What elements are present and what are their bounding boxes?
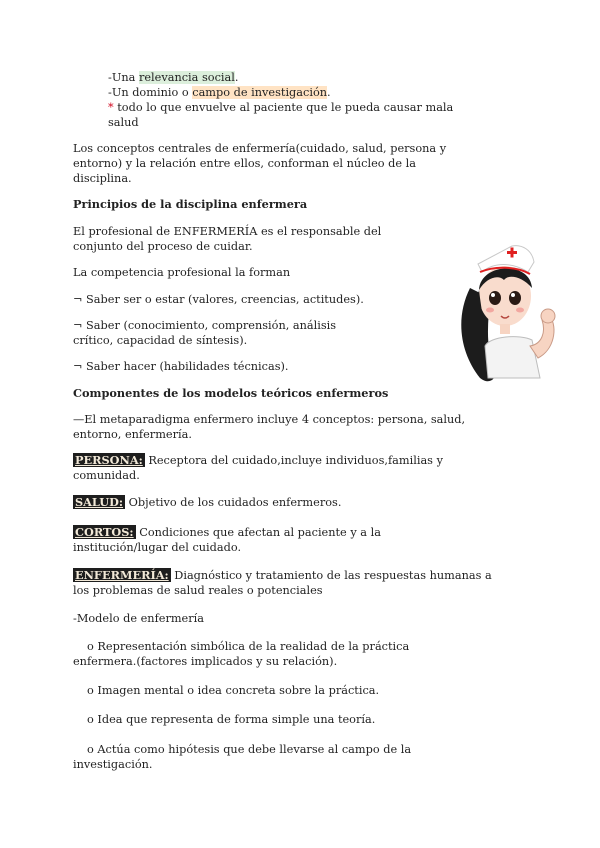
modelo-item-4-cont: investigación.: [73, 758, 153, 771]
highlight-relevancia: relevancia social: [138, 71, 235, 84]
persona-definition: PERSONA: Receptora del cuidado,incluye individuos,familias y: [75, 453, 443, 467]
principios-bullet-2: ¬ Saber (conocimiento, comprensión, análisis: [73, 319, 337, 332]
conceptos-line-1: Los conceptos centrales de enfermería(cuidado, salud, persona y: [73, 142, 447, 155]
cortos-tag: CORTOS:: [75, 525, 134, 539]
bullet-icon: ¬: [73, 319, 83, 332]
persona-definition-cont: comunidad.: [73, 469, 140, 482]
principios-p2: La competencia profesional la forman: [73, 266, 291, 279]
salud-tag: SALUD:: [75, 495, 124, 509]
intro-item-3: * todo lo que envuelve al paciente que le pueda causar mala: [108, 101, 454, 114]
intro-item-2: -Un dominio o campo de investigación.: [108, 86, 331, 99]
nurse-illustration: [450, 228, 560, 388]
metaparadigma-line-1: —El metaparadigma enfermero incluye 4 conceptos: persona, salud,: [73, 413, 466, 426]
principios-bullet-2-cont: crítico, capacidad de síntesis).: [73, 334, 248, 347]
bullet-icon: ¬: [73, 360, 83, 373]
modelo-item-4: o Actúa como hipótesis que debe llevarse al campo de la: [87, 743, 412, 756]
modelo-heading: -Modelo de enfermería: [73, 612, 204, 625]
principios-p1-line-1: El profesional de ENFERMERÍA es el responsable del: [73, 225, 382, 238]
cortos-definition-cont: institución/lugar del cuidado.: [73, 541, 242, 554]
principios-bullet-3: ¬ Saber hacer (habilidades técnicas).: [73, 360, 289, 373]
metaparadigma-line-2: entorno, enfermería.: [73, 428, 192, 441]
persona-tag: PERSONA:: [75, 453, 143, 467]
componentes-heading: Componentes de los modelos teóricos enfermeros: [73, 386, 389, 400]
cortos-definition: CORTOS: Condiciones que afectan al paciente y a la: [75, 525, 381, 539]
principios-p1-line-2: conjunto del proceso de cuidar.: [73, 240, 253, 253]
conceptos-line-3: disciplina.: [73, 172, 132, 185]
enfermeria-definition-cont: los problemas de salud reales o potenciales: [73, 584, 323, 597]
enfermeria-tag: ENFERMERÍA:: [75, 568, 169, 582]
enfermeria-definition: ENFERMERÍA: Diagnóstico y tratamiento de las respuestas humanas a: [75, 568, 492, 582]
bullet-icon: ¬: [73, 293, 83, 306]
intro-item-1: -Una relevancia social.: [108, 71, 239, 84]
conceptos-line-2: entorno) y la relación entre ellos, conforman el núcleo de la: [73, 157, 417, 170]
modelo-item-1: o Representación simbólica de la realidad de la práctica: [87, 640, 410, 653]
principios-heading: Principios de la disciplina enfermera: [73, 197, 308, 211]
principios-bullet-1: ¬ Saber ser o estar (valores, creencias, actitudes).: [73, 293, 364, 306]
modelo-item-3: o Idea que representa de forma simple una teoría.: [87, 713, 376, 726]
modelo-item-2: o Imagen mental o idea concreta sobre la práctica.: [87, 684, 380, 697]
salud-definition: SALUD: Objetivo de los cuidados enfermeros.: [75, 495, 342, 509]
modelo-item-1-cont: enfermera.(factores implicados y su relación).: [73, 655, 338, 668]
highlight-campo: campo de investigación: [192, 86, 328, 99]
star-icon: *: [108, 101, 114, 114]
intro-item-3-cont: salud: [108, 116, 139, 129]
